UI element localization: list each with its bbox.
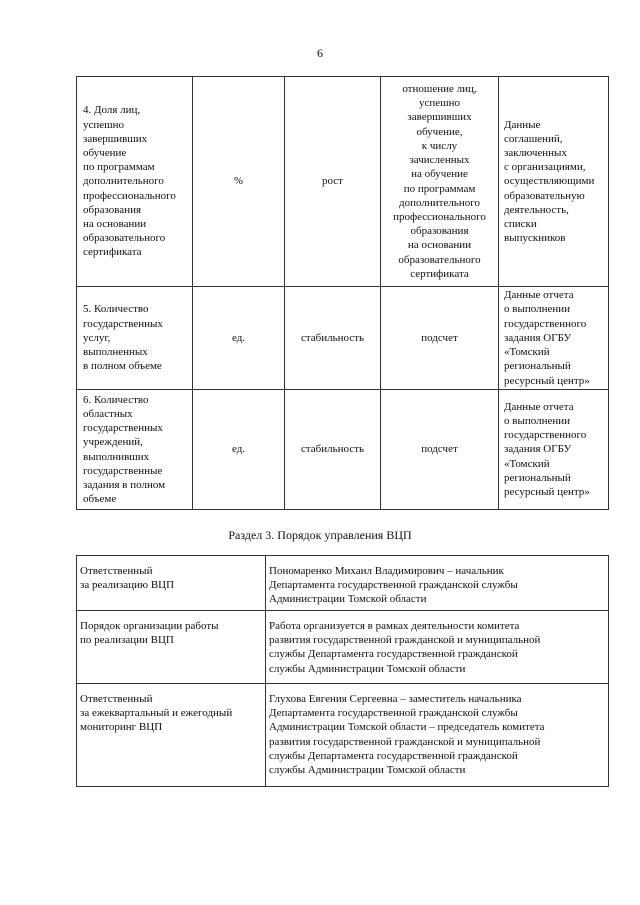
table-row: [77, 77, 609, 287]
trend-cell: стабильность: [285, 287, 381, 390]
trend-cell: стабильность: [285, 390, 381, 510]
table-row: [77, 390, 609, 510]
table-row: [77, 611, 609, 684]
table-row: [77, 684, 609, 787]
indicator-name-cell: 4. Доля лиц, успешно завершивших обучение по программам дополнительного профессионального образования на основании образовательного сертификата: [77, 77, 193, 287]
management-label-cell: Ответственный за реализацию ВЦП: [77, 556, 266, 611]
management-value-cell: Работа организуется в рамках деятельности комитета развития государственной гражданской и муниципальной службы Департамента государственной гражданской службы Администрации Томской области: [266, 611, 609, 684]
indicator-name-cell: 6. Количество областных государственных учреждений, выполнивших государственные задания в полном объеме: [77, 390, 193, 510]
calculation-cell: подсчет: [381, 287, 499, 390]
source-cell: Данные соглашений, заключенных с организациями, осуществляющими образовательную деятельность, списки выпускников: [499, 77, 609, 287]
section-title: Раздел 3. Порядок управления ВЦП: [228, 528, 412, 542]
management-value-cell: Глухова Евгения Сергеевна – заместитель начальника Департамента государственной гражданской службы Администрации Томской области – председатель комитета развития государственной гражданской и муниципальной службы Департамента государственной гражданской службы Администрации Томской области: [266, 684, 609, 787]
table-row: [77, 556, 609, 611]
indicator-name-cell: 5. Количество государственных услуг, выполненных в полном объеме: [77, 287, 193, 390]
management-value-cell: Пономаренко Михаил Владимирович – начальник Департамента государственной гражданской службы Администрации Томской области: [266, 556, 609, 611]
source-cell: Данные отчета о выполнении государственного задания ОГБУ «Томский региональный ресурсный центр»: [499, 287, 609, 390]
unit-cell: %: [193, 77, 285, 287]
unit-cell: ед.: [193, 390, 285, 510]
calculation-cell: отношение лиц, успешно завершивших обучение, к числу зачисленных на обучение по программам дополнительного профессионального образования на основании образовательного сертификата: [381, 77, 499, 287]
table-row: [77, 287, 609, 390]
page-number: 6: [317, 46, 323, 60]
management-label-cell: Порядок организации работы по реализации ВЦП: [77, 611, 266, 684]
management-label-cell: Ответственный за ежеквартальный и ежегодный мониторинг ВЦП: [77, 684, 266, 787]
calculation-cell: подсчет: [381, 390, 499, 510]
indicators-table: [76, 76, 609, 510]
trend-cell: рост: [285, 77, 381, 287]
source-cell: Данные отчета о выполнении государственного задания ОГБУ «Томский региональный ресурсный центр»: [499, 390, 609, 510]
unit-cell: ед.: [193, 287, 285, 390]
management-table: [76, 555, 609, 787]
